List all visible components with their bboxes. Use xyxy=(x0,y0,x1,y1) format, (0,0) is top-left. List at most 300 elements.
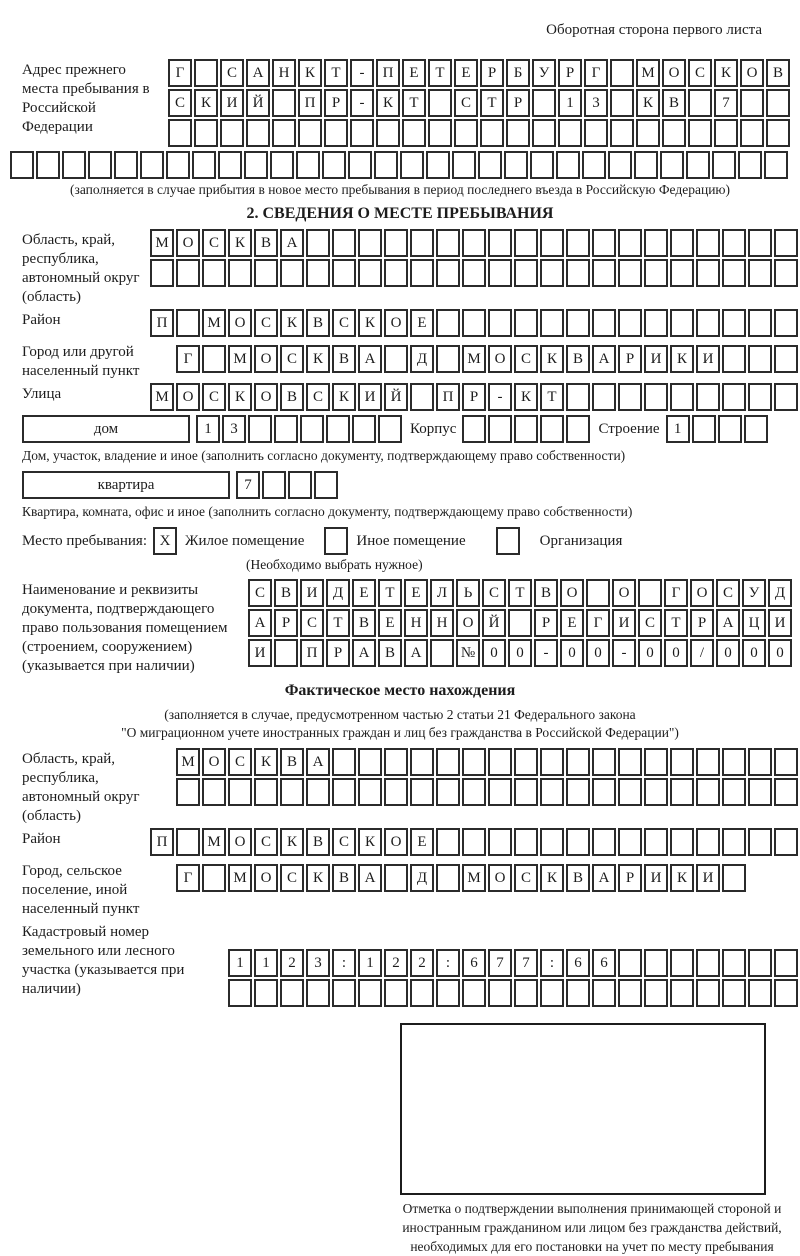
char-cell[interactable]: П xyxy=(150,309,174,337)
char-cell[interactable]: М xyxy=(228,864,252,892)
char-cell[interactable] xyxy=(462,259,486,287)
char-cell[interactable]: С xyxy=(514,345,538,373)
char-cell[interactable]: 0 xyxy=(742,639,766,667)
char-cell[interactable] xyxy=(332,229,356,257)
char-cell[interactable] xyxy=(556,151,580,179)
char-cell[interactable]: М xyxy=(202,828,226,856)
char-cell[interactable]: Е xyxy=(402,59,426,87)
char-cell[interactable]: К xyxy=(306,345,330,373)
char-cell[interactable] xyxy=(254,979,278,1007)
char-cell[interactable] xyxy=(288,471,312,499)
char-cell[interactable]: 7 xyxy=(514,949,538,977)
char-cell[interactable]: К xyxy=(306,864,330,892)
char-cell[interactable] xyxy=(298,119,322,147)
char-cell[interactable] xyxy=(722,259,746,287)
char-cell[interactable] xyxy=(410,979,434,1007)
char-cell[interactable] xyxy=(634,151,658,179)
char-cell[interactable] xyxy=(670,778,694,806)
char-cell[interactable]: П xyxy=(436,383,460,411)
char-cell[interactable] xyxy=(436,748,460,776)
char-cell[interactable]: Е xyxy=(560,609,584,637)
char-cell[interactable]: С xyxy=(280,864,304,892)
char-cell[interactable] xyxy=(644,229,668,257)
char-cell[interactable] xyxy=(488,979,512,1007)
char-cell[interactable] xyxy=(428,119,452,147)
char-cell[interactable]: В xyxy=(254,229,278,257)
char-cell[interactable] xyxy=(488,778,512,806)
char-cell[interactable] xyxy=(748,229,772,257)
char-cell[interactable]: О xyxy=(202,748,226,776)
char-cell[interactable] xyxy=(410,383,434,411)
char-cell[interactable]: 2 xyxy=(410,949,434,977)
char-cell[interactable]: К xyxy=(714,59,738,87)
char-cell[interactable] xyxy=(662,119,686,147)
char-cell[interactable]: Д xyxy=(410,345,434,373)
char-cell[interactable] xyxy=(496,527,520,555)
char-cell[interactable] xyxy=(410,748,434,776)
char-cell[interactable]: С xyxy=(482,579,506,607)
char-cell[interactable]: К xyxy=(280,309,304,337)
char-cell[interactable]: С xyxy=(202,229,226,257)
char-cell[interactable]: Т xyxy=(428,59,452,87)
char-cell[interactable]: X xyxy=(153,527,177,555)
char-cell[interactable]: С xyxy=(220,59,244,87)
char-cell[interactable] xyxy=(644,309,668,337)
char-cell[interactable] xyxy=(228,979,252,1007)
char-cell[interactable] xyxy=(504,151,528,179)
char-cell[interactable]: И xyxy=(248,639,272,667)
char-cell[interactable] xyxy=(262,471,286,499)
char-cell[interactable] xyxy=(428,89,452,117)
char-cell[interactable] xyxy=(566,778,590,806)
char-cell[interactable] xyxy=(592,979,616,1007)
char-cell[interactable]: У xyxy=(742,579,766,607)
char-cell[interactable] xyxy=(696,949,720,977)
char-cell[interactable] xyxy=(384,748,408,776)
char-cell[interactable] xyxy=(348,151,372,179)
house-type-box[interactable]: дом xyxy=(22,415,190,443)
char-cell[interactable] xyxy=(722,309,746,337)
char-cell[interactable]: 3 xyxy=(306,949,330,977)
char-cell[interactable] xyxy=(358,979,382,1007)
char-cell[interactable]: Г xyxy=(168,59,192,87)
char-cell[interactable] xyxy=(558,119,582,147)
char-cell[interactable] xyxy=(774,383,798,411)
char-cell[interactable]: А xyxy=(280,229,304,257)
char-cell[interactable] xyxy=(696,259,720,287)
char-cell[interactable]: 1 xyxy=(358,949,382,977)
char-cell[interactable] xyxy=(514,979,538,1007)
char-cell[interactable]: М xyxy=(462,345,486,373)
char-cell[interactable]: 3 xyxy=(584,89,608,117)
char-cell[interactable] xyxy=(740,89,764,117)
char-cell[interactable] xyxy=(644,748,668,776)
char-cell[interactable] xyxy=(300,415,324,443)
char-cell[interactable]: К xyxy=(670,864,694,892)
char-cell[interactable] xyxy=(696,383,720,411)
char-cell[interactable]: Т xyxy=(664,609,688,637)
char-cell[interactable] xyxy=(218,151,242,179)
char-cell[interactable] xyxy=(566,828,590,856)
char-cell[interactable]: К xyxy=(194,89,218,117)
char-cell[interactable] xyxy=(176,778,200,806)
char-cell[interactable]: К xyxy=(540,864,564,892)
char-cell[interactable] xyxy=(194,119,218,147)
char-cell[interactable] xyxy=(566,748,590,776)
char-cell[interactable]: 0 xyxy=(508,639,532,667)
char-cell[interactable]: Е xyxy=(378,609,402,637)
char-cell[interactable] xyxy=(644,828,668,856)
apartment-type-box[interactable]: квартира xyxy=(22,471,230,499)
char-cell[interactable]: Л xyxy=(430,579,454,607)
char-cell[interactable]: 3 xyxy=(222,415,246,443)
char-cell[interactable] xyxy=(436,778,460,806)
char-cell[interactable] xyxy=(670,309,694,337)
char-cell[interactable]: С xyxy=(168,89,192,117)
char-cell[interactable] xyxy=(774,949,798,977)
char-cell[interactable]: М xyxy=(228,345,252,373)
char-cell[interactable] xyxy=(88,151,112,179)
char-cell[interactable]: Р xyxy=(480,59,504,87)
char-cell[interactable]: 0 xyxy=(482,639,506,667)
char-cell[interactable] xyxy=(660,151,684,179)
char-cell[interactable]: К xyxy=(540,345,564,373)
char-cell[interactable]: 0 xyxy=(560,639,584,667)
char-cell[interactable]: О xyxy=(740,59,764,87)
char-cell[interactable] xyxy=(488,229,512,257)
char-cell[interactable] xyxy=(246,119,270,147)
char-cell[interactable] xyxy=(540,979,564,1007)
char-cell[interactable]: Т xyxy=(508,579,532,607)
char-cell[interactable]: С xyxy=(514,864,538,892)
char-cell[interactable] xyxy=(764,151,788,179)
char-cell[interactable]: П xyxy=(300,639,324,667)
char-cell[interactable] xyxy=(514,778,538,806)
char-cell[interactable] xyxy=(748,309,772,337)
char-cell[interactable] xyxy=(540,778,564,806)
char-cell[interactable]: Й xyxy=(482,609,506,637)
char-cell[interactable] xyxy=(644,259,668,287)
char-cell[interactable] xyxy=(712,151,736,179)
char-cell[interactable]: 2 xyxy=(280,949,304,977)
char-cell[interactable] xyxy=(722,229,746,257)
char-cell[interactable] xyxy=(696,309,720,337)
char-cell[interactable] xyxy=(508,609,532,637)
char-cell[interactable] xyxy=(748,949,772,977)
char-cell[interactable] xyxy=(722,748,746,776)
char-cell[interactable] xyxy=(696,229,720,257)
char-cell[interactable]: И xyxy=(300,579,324,607)
char-cell[interactable] xyxy=(696,979,720,1007)
char-cell[interactable] xyxy=(454,119,478,147)
char-cell[interactable] xyxy=(670,229,694,257)
char-cell[interactable] xyxy=(280,778,304,806)
char-cell[interactable] xyxy=(436,828,460,856)
char-cell[interactable]: В xyxy=(306,828,330,856)
char-cell[interactable]: С xyxy=(716,579,740,607)
char-cell[interactable] xyxy=(566,979,590,1007)
char-cell[interactable] xyxy=(488,415,512,443)
char-cell[interactable]: 1 xyxy=(196,415,220,443)
char-cell[interactable] xyxy=(220,119,244,147)
char-cell[interactable] xyxy=(62,151,86,179)
char-cell[interactable] xyxy=(402,119,426,147)
char-cell[interactable] xyxy=(514,309,538,337)
char-cell[interactable] xyxy=(254,778,278,806)
char-cell[interactable]: Т xyxy=(326,609,350,637)
char-cell[interactable]: С xyxy=(202,383,226,411)
char-cell[interactable] xyxy=(592,309,616,337)
char-cell[interactable] xyxy=(436,229,460,257)
char-cell[interactable] xyxy=(352,415,376,443)
char-cell[interactable] xyxy=(618,309,642,337)
char-cell[interactable] xyxy=(722,345,746,373)
char-cell[interactable] xyxy=(332,748,356,776)
char-cell[interactable] xyxy=(462,415,486,443)
char-cell[interactable] xyxy=(540,229,564,257)
char-cell[interactable]: № xyxy=(456,639,480,667)
char-cell[interactable]: М xyxy=(202,309,226,337)
char-cell[interactable] xyxy=(430,639,454,667)
char-cell[interactable] xyxy=(202,259,226,287)
char-cell[interactable] xyxy=(774,778,798,806)
char-cell[interactable]: Т xyxy=(480,89,504,117)
char-cell[interactable]: 0 xyxy=(716,639,740,667)
char-cell[interactable] xyxy=(384,979,408,1007)
char-cell[interactable] xyxy=(738,151,762,179)
char-cell[interactable] xyxy=(592,229,616,257)
char-cell[interactable] xyxy=(202,778,226,806)
char-cell[interactable]: К xyxy=(228,229,252,257)
char-cell[interactable]: С xyxy=(248,579,272,607)
char-cell[interactable]: О xyxy=(384,828,408,856)
char-cell[interactable]: О xyxy=(176,383,200,411)
char-cell[interactable] xyxy=(692,415,716,443)
char-cell[interactable] xyxy=(358,748,382,776)
char-cell[interactable]: О xyxy=(254,864,278,892)
char-cell[interactable] xyxy=(436,345,460,373)
char-cell[interactable]: В xyxy=(306,309,330,337)
char-cell[interactable]: 6 xyxy=(462,949,486,977)
char-cell[interactable]: И xyxy=(696,345,720,373)
char-cell[interactable] xyxy=(358,778,382,806)
char-cell[interactable] xyxy=(480,119,504,147)
char-cell[interactable] xyxy=(532,89,556,117)
char-cell[interactable] xyxy=(176,828,200,856)
char-cell[interactable] xyxy=(696,748,720,776)
char-cell[interactable] xyxy=(426,151,450,179)
char-cell[interactable] xyxy=(176,309,200,337)
char-cell[interactable]: С xyxy=(332,309,356,337)
char-cell[interactable]: 7 xyxy=(236,471,260,499)
char-cell[interactable] xyxy=(566,229,590,257)
char-cell[interactable] xyxy=(748,259,772,287)
char-cell[interactable]: Ц xyxy=(742,609,766,637)
char-cell[interactable]: М xyxy=(636,59,660,87)
char-cell[interactable]: С xyxy=(638,609,662,637)
char-cell[interactable]: - xyxy=(612,639,636,667)
char-cell[interactable]: О xyxy=(560,579,584,607)
char-cell[interactable] xyxy=(584,119,608,147)
char-cell[interactable] xyxy=(270,151,294,179)
char-cell[interactable]: Н xyxy=(430,609,454,637)
char-cell[interactable]: С xyxy=(688,59,712,87)
char-cell[interactable]: К xyxy=(670,345,694,373)
char-cell[interactable]: Д xyxy=(326,579,350,607)
char-cell[interactable]: 1 xyxy=(254,949,278,977)
char-cell[interactable]: О xyxy=(254,383,278,411)
char-cell[interactable] xyxy=(462,979,486,1007)
char-cell[interactable]: Р xyxy=(326,639,350,667)
char-cell[interactable] xyxy=(748,345,772,373)
char-cell[interactable] xyxy=(618,828,642,856)
char-cell[interactable] xyxy=(306,259,330,287)
char-cell[interactable]: И xyxy=(644,864,668,892)
char-cell[interactable] xyxy=(670,748,694,776)
char-cell[interactable]: П xyxy=(376,59,400,87)
char-cell[interactable] xyxy=(436,979,460,1007)
char-cell[interactable] xyxy=(688,89,712,117)
char-cell[interactable] xyxy=(722,778,746,806)
char-cell[interactable] xyxy=(296,151,320,179)
char-cell[interactable]: Г xyxy=(176,345,200,373)
char-cell[interactable]: 2 xyxy=(384,949,408,977)
char-cell[interactable] xyxy=(150,259,174,287)
char-cell[interactable] xyxy=(452,151,476,179)
char-cell[interactable] xyxy=(244,151,268,179)
char-cell[interactable] xyxy=(722,979,746,1007)
char-cell[interactable]: С xyxy=(454,89,478,117)
char-cell[interactable] xyxy=(722,864,746,892)
char-cell[interactable]: О xyxy=(228,828,252,856)
char-cell[interactable] xyxy=(592,383,616,411)
char-cell[interactable] xyxy=(462,828,486,856)
char-cell[interactable]: А xyxy=(358,345,382,373)
char-cell[interactable] xyxy=(540,415,564,443)
char-cell[interactable]: Р xyxy=(558,59,582,87)
char-cell[interactable] xyxy=(272,89,296,117)
char-cell[interactable] xyxy=(436,864,460,892)
char-cell[interactable] xyxy=(670,949,694,977)
char-cell[interactable]: О xyxy=(456,609,480,637)
char-cell[interactable] xyxy=(274,639,298,667)
char-cell[interactable] xyxy=(202,345,226,373)
char-cell[interactable] xyxy=(748,383,772,411)
char-cell[interactable]: Р xyxy=(534,609,558,637)
char-cell[interactable]: К xyxy=(358,828,382,856)
char-cell[interactable]: П xyxy=(150,828,174,856)
char-cell[interactable]: Н xyxy=(272,59,296,87)
char-cell[interactable] xyxy=(566,415,590,443)
char-cell[interactable]: М xyxy=(150,383,174,411)
char-cell[interactable] xyxy=(462,748,486,776)
char-cell[interactable] xyxy=(618,949,642,977)
char-cell[interactable] xyxy=(610,119,634,147)
char-cell[interactable]: А xyxy=(592,345,616,373)
char-cell[interactable] xyxy=(114,151,138,179)
char-cell[interactable] xyxy=(636,119,660,147)
char-cell[interactable]: О xyxy=(254,345,278,373)
char-cell[interactable]: А xyxy=(404,639,428,667)
char-cell[interactable] xyxy=(488,259,512,287)
char-cell[interactable] xyxy=(254,259,278,287)
char-cell[interactable]: В xyxy=(280,748,304,776)
char-cell[interactable]: Р xyxy=(274,609,298,637)
char-cell[interactable]: 1 xyxy=(558,89,582,117)
char-cell[interactable]: 7 xyxy=(714,89,738,117)
char-cell[interactable]: К xyxy=(376,89,400,117)
char-cell[interactable] xyxy=(168,119,192,147)
char-cell[interactable]: О xyxy=(488,864,512,892)
char-cell[interactable] xyxy=(774,979,798,1007)
char-cell[interactable]: Б xyxy=(506,59,530,87)
char-cell[interactable]: 0 xyxy=(664,639,688,667)
char-cell[interactable] xyxy=(774,229,798,257)
char-cell[interactable] xyxy=(644,979,668,1007)
char-cell[interactable] xyxy=(670,259,694,287)
char-cell[interactable] xyxy=(176,259,200,287)
char-cell[interactable] xyxy=(540,828,564,856)
char-cell[interactable] xyxy=(638,579,662,607)
char-cell[interactable]: Е xyxy=(454,59,478,87)
char-cell[interactable] xyxy=(592,259,616,287)
char-cell[interactable]: - xyxy=(534,639,558,667)
char-cell[interactable] xyxy=(462,229,486,257)
char-cell[interactable]: Р xyxy=(618,345,642,373)
char-cell[interactable]: Е xyxy=(410,309,434,337)
char-cell[interactable]: Г xyxy=(586,609,610,637)
char-cell[interactable] xyxy=(228,259,252,287)
char-cell[interactable] xyxy=(722,828,746,856)
char-cell[interactable]: А xyxy=(592,864,616,892)
char-cell[interactable]: : xyxy=(436,949,460,977)
char-cell[interactable]: С xyxy=(254,828,278,856)
char-cell[interactable] xyxy=(280,979,304,1007)
char-cell[interactable] xyxy=(514,748,538,776)
char-cell[interactable]: И xyxy=(358,383,382,411)
char-cell[interactable]: О xyxy=(488,345,512,373)
char-cell[interactable]: С xyxy=(254,309,278,337)
char-cell[interactable]: В xyxy=(766,59,790,87)
char-cell[interactable]: О xyxy=(228,309,252,337)
char-cell[interactable] xyxy=(592,748,616,776)
char-cell[interactable]: Е xyxy=(352,579,376,607)
char-cell[interactable]: В xyxy=(332,864,356,892)
char-cell[interactable]: М xyxy=(150,229,174,257)
char-cell[interactable] xyxy=(140,151,164,179)
char-cell[interactable] xyxy=(540,309,564,337)
char-cell[interactable] xyxy=(488,828,512,856)
char-cell[interactable] xyxy=(618,229,642,257)
char-cell[interactable]: И xyxy=(696,864,720,892)
char-cell[interactable] xyxy=(566,309,590,337)
char-cell[interactable]: Н xyxy=(404,609,428,637)
char-cell[interactable] xyxy=(358,259,382,287)
char-cell[interactable] xyxy=(540,748,564,776)
char-cell[interactable]: К xyxy=(514,383,538,411)
char-cell[interactable] xyxy=(540,259,564,287)
char-cell[interactable] xyxy=(436,259,460,287)
char-cell[interactable]: С xyxy=(280,345,304,373)
char-cell[interactable]: 6 xyxy=(566,949,590,977)
char-cell[interactable] xyxy=(774,748,798,776)
char-cell[interactable] xyxy=(714,119,738,147)
char-cell[interactable] xyxy=(306,229,330,257)
char-cell[interactable]: С xyxy=(300,609,324,637)
char-cell[interactable]: В xyxy=(378,639,402,667)
char-cell[interactable]: К xyxy=(332,383,356,411)
char-cell[interactable] xyxy=(306,979,330,1007)
